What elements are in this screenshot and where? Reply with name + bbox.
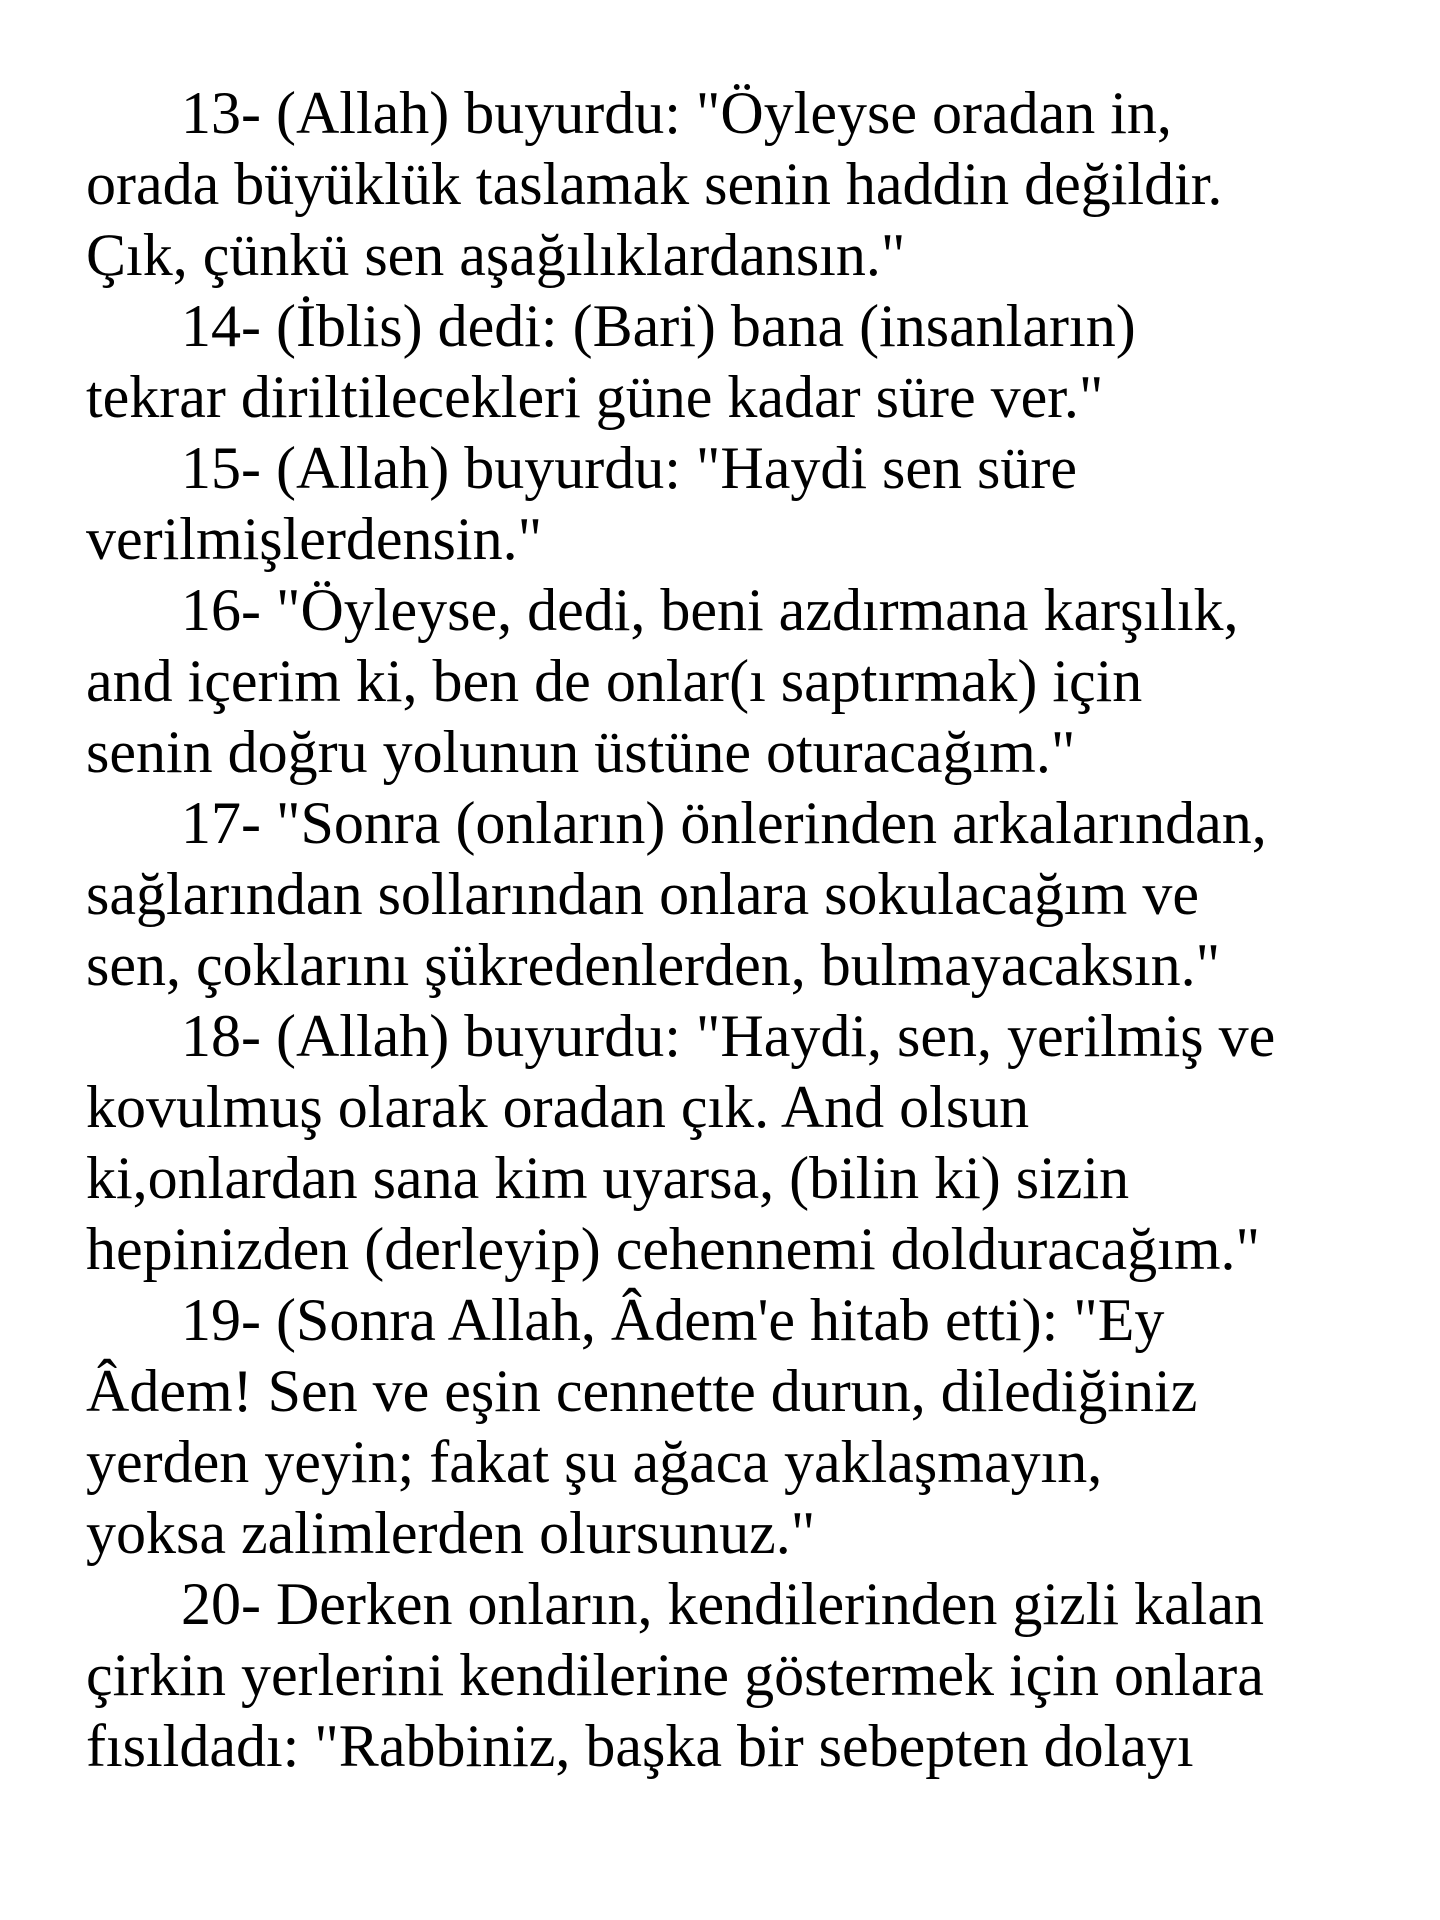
text-line: sağlarından sollarından onlara sokulacağım ve <box>86 861 1199 927</box>
text-line: fısıldadı: "Rabbiniz, başka bir sebepten dolayı <box>86 1713 1194 1779</box>
text-line: 18- (Allah) buyurdu: "Haydi, sen, yerilmiş ve <box>181 1003 1276 1069</box>
text-line: 15- (Allah) buyurdu: "Haydi sen süre <box>181 435 1077 501</box>
text-line: çirkin yerlerini kendilerine göstermek için onlara <box>86 1642 1264 1708</box>
document-page <box>86 78 1386 1782</box>
text-line: 13- (Allah) buyurdu: "Öyleyse oradan in, <box>181 80 1172 146</box>
text-line: 20- Derken onların, kendilerinden gizli kalan <box>181 1571 1264 1637</box>
text-line: tekrar diriltilecekleri güne kadar süre ver." <box>86 364 1104 430</box>
text-line: and içerim ki, ben de onlar(ı saptırmak) için <box>86 648 1143 714</box>
text-line: Âdem! Sen ve eşin cennette durun, dilediğiniz <box>86 1358 1198 1424</box>
text-line: 16- "Öyleyse, dedi, beni azdırmana karşılık, <box>181 577 1239 643</box>
text-line: kovulmuş olarak oradan çık. And olsun <box>86 1074 1030 1140</box>
text-line: hepinizden (derleyip) cehennemi dolduracağım." <box>86 1216 1261 1282</box>
text-line: senin doğru yolunun üstüne oturacağım." <box>86 719 1076 785</box>
text-line: Çık, çünkü sen aşağılıklardansın." <box>86 222 906 288</box>
text-line: 17- "Sonra (onların) önlerinden arkalarından, <box>181 790 1267 856</box>
text-line: yerden yeyin; fakat şu ağaca yaklaşmayın, <box>86 1429 1103 1495</box>
text-line: orada büyüklük taslamak senin haddin değildir. <box>86 151 1223 217</box>
text-line: ki,onlardan sana kim uyarsa, (bilin ki) sizin <box>86 1145 1130 1211</box>
text-line: verilmişlerdensin." <box>86 506 543 572</box>
text-line: yoksa zalimlerden olursunuz." <box>86 1500 816 1566</box>
text-line: 14- (İblis) dedi: (Bari) bana (insanların) <box>181 293 1136 359</box>
text-line: sen, çoklarını şükredenlerden, bulmayacaksın." <box>86 932 1221 998</box>
text-line: 19- (Sonra Allah, Âdem'e hitab etti): "Ey <box>181 1287 1165 1353</box>
